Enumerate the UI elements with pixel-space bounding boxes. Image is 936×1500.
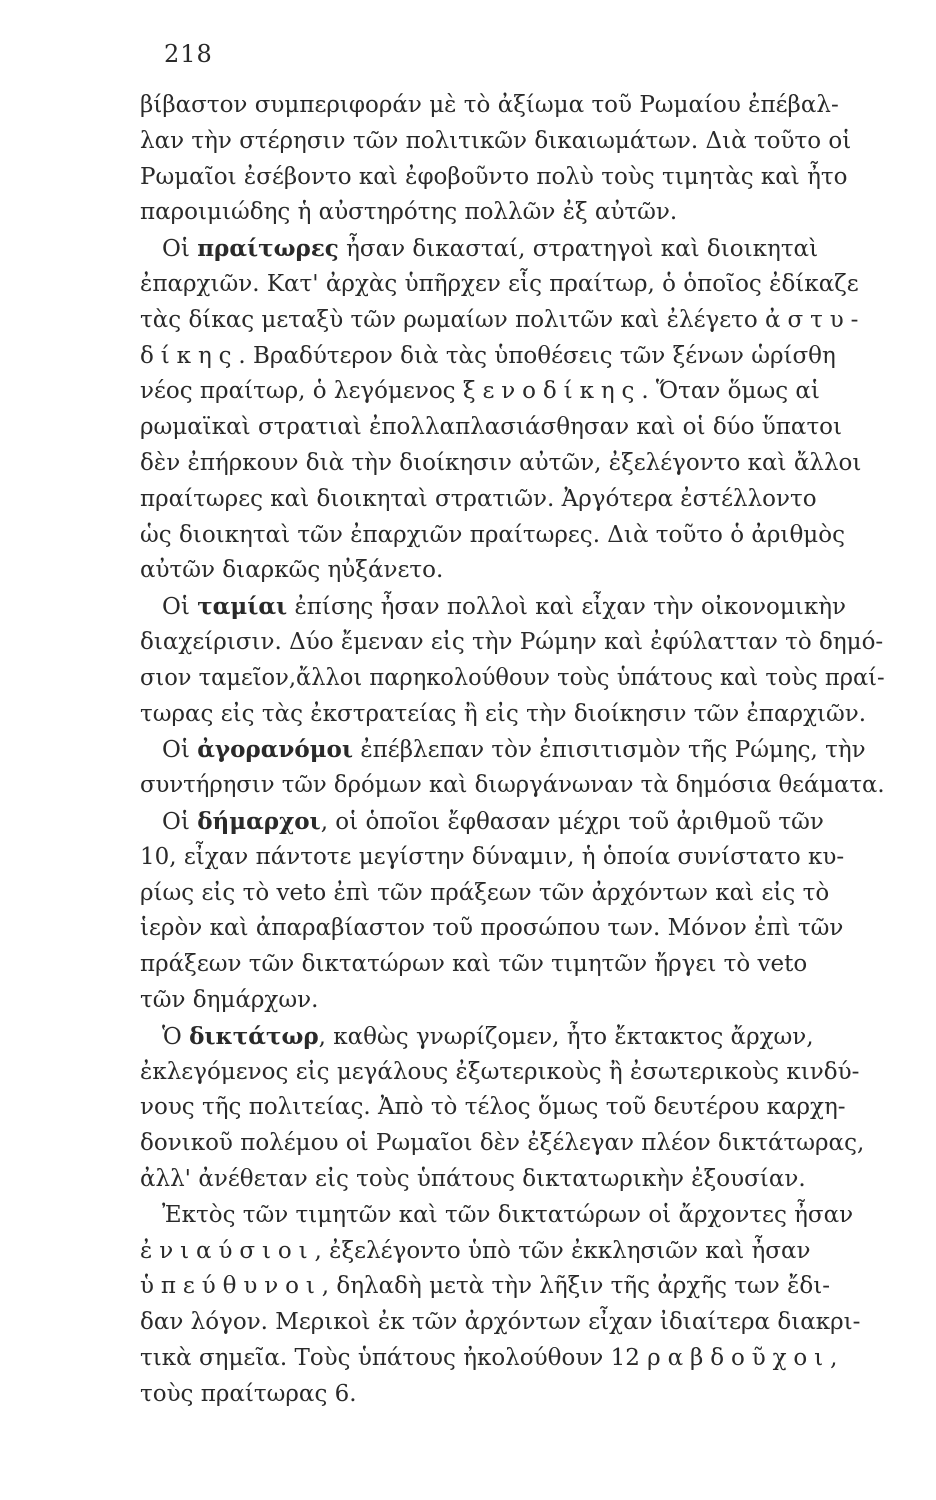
- page-number: 218: [164, 40, 213, 68]
- text-line: [140, 88, 885, 124]
- text-line: [140, 339, 885, 375]
- text-spaced: ὑπεύθυνοι: [140, 1273, 322, 1300]
- text-run: τὰς δίκας μεταξὺ τῶν ρωμαίων πολιτῶν καὶ ἐλέγετο: [140, 306, 766, 333]
- text-run: 10, εἶχαν πάντοτε μεγίστην δύναμιν, ἡ ὁποία συνίστατο κυ-: [140, 843, 845, 870]
- text-bold: ἀγορανόμοι: [197, 736, 354, 764]
- text-run: δονικοῦ πολέμου οἱ Ρωμαῖοι δὲν ἐξέλεγαν πλέον δικτάτωρας,: [140, 1130, 865, 1157]
- text-run: ἀλλ' ἀνέθεταν εἰς τοὺς ὑπάτους δικτατωρικὴν ἐξουσίαν.: [140, 1165, 806, 1192]
- text-run: Οἱ: [162, 594, 198, 621]
- text-line: [140, 231, 885, 267]
- text-run: Οἱ: [162, 737, 198, 764]
- text-line: [140, 1377, 885, 1413]
- text-line: [140, 1055, 885, 1091]
- text-line: [140, 1234, 885, 1270]
- text-run: ρωμαϊκαὶ στρατιαὶ ἐπολλαπλασιάσθησαν καὶ οἱ δύο ὕπατοι: [140, 414, 843, 441]
- text-run: , δηλαδὴ μετὰ τὴν λῆξιν τῆς ἀρχῆς των ἔδι-: [321, 1273, 831, 1300]
- text-line: [140, 911, 885, 947]
- text-bold: δήμαρχοι: [197, 807, 321, 835]
- text-run: . Ὅταν ὅμως αἱ: [641, 378, 820, 405]
- text-run: τοὺς πραίτωρας 6.: [140, 1380, 357, 1407]
- text-run: ἱερὸν καὶ ἀπαραβίαστον τοῦ προσώπου των. Μόνον ἐπὶ τῶν: [140, 915, 844, 942]
- text-run: Ὁ: [162, 1023, 190, 1050]
- text-run: παροιμιώδης ἡ αὐστηρότης πολλῶν ἐξ αὐτῶν.: [140, 199, 678, 226]
- text-line: [140, 303, 885, 339]
- text-latin: veto: [757, 951, 808, 978]
- text-bold: ταμίαι: [197, 593, 288, 621]
- text-line: [140, 518, 885, 554]
- text-line: [140, 410, 885, 446]
- text-run: ἐπέβλεπαν τὸν ἐπισιτισμὸν τῆς Ρώμης, τὴν: [353, 737, 866, 764]
- text-run: δαν λόγον. Μερικοὶ ἐκ τῶν ἀρχόντων εἶχαν ἰδιαίτερα διακρι-: [140, 1309, 861, 1336]
- text-line: [140, 804, 885, 840]
- text-run: συντήρησιν τῶν δρόμων καὶ διωργάνωναν τὰ δημόσια θεάματα.: [140, 772, 885, 799]
- text-run: ἐπὶ τῶν πράξεων τῶν ἀρχόντων καὶ εἰς τὸ: [326, 879, 830, 906]
- text-line: [140, 983, 885, 1019]
- text-line: [140, 732, 885, 768]
- text-run: πραίτωρες καὶ διοικηταὶ στρατιῶν. Ἀργότερα ἐστέλλοντο: [140, 485, 817, 512]
- text-run: τῶν δημάρχων.: [140, 986, 319, 1013]
- text-spaced: ραβδοῦχοι: [647, 1344, 831, 1371]
- text-line: [140, 482, 885, 518]
- body-text: [140, 88, 885, 1412]
- text-run: , οἱ ὁποῖοι ἔφθασαν μέχρι τοῦ ἀριθμοῦ τῶν: [320, 808, 824, 835]
- text-spaced: ἀστυ-: [765, 306, 866, 333]
- text-run: ἐκλεγόμενος εἰς μεγάλους ἐξωτερικοὺς ἢ ἐσωτερικοὺς κινδύ-: [140, 1058, 860, 1085]
- text-line: [140, 1126, 885, 1162]
- text-line: [140, 661, 885, 697]
- text-run: πράξεων τῶν δικτατώρων καὶ τῶν τιμητῶν ἤργει τὸ: [140, 951, 758, 978]
- text-line: [140, 947, 885, 983]
- text-line: [140, 1090, 885, 1126]
- text-line: [140, 876, 885, 912]
- text-line: [140, 1198, 885, 1234]
- text-run: , καθὼς γνωρίζομεν, ἦτο ἔκτακτος ἄρχων,: [318, 1023, 814, 1050]
- text-line: [140, 1341, 885, 1377]
- text-line: [140, 267, 885, 303]
- text-line: [140, 124, 885, 160]
- text-line: [140, 374, 885, 410]
- text-spaced: ἐνιαύσιοι: [140, 1237, 315, 1264]
- text-run: ἐπαρχιῶν. Κατ' ἀρχὰς ὑπῆρχεν εἷς πραίτωρ, ὁ ὁποῖος ἐδίκαζε: [140, 270, 859, 297]
- text-run: αὐτῶν διαρκῶς ηὐξάνετο.: [140, 557, 444, 584]
- text-line: [140, 625, 885, 661]
- text-run: λαν τὴν στέρησιν τῶν πολιτικῶν δικαιωμάτων. Διὰ τοῦτο οἱ: [140, 127, 852, 154]
- text-run: Οἱ: [162, 808, 198, 835]
- text-line: [140, 195, 885, 231]
- text-run: , ἐξελέγοντο ὑπὸ τῶν ἐκκλησιῶν καὶ ἦσαν: [314, 1237, 811, 1264]
- text-run: δὲν ἐπήρκουν διὰ τὴν διοίκησιν αὐτῶν, ἐξελέγοντο καὶ ἄλλοι: [140, 449, 862, 476]
- text-run: τωρας εἰς τὰς ἐκστρατείας ἢ εἰς τὴν διοίκησιν τῶν ἐπαρχιῶν.: [140, 700, 867, 727]
- text-line: [140, 697, 885, 733]
- text-run: νους τῆς πολιτείας. Ἀπὸ τὸ τέλος ὅμως τοῦ δευτέρου καρχη-: [140, 1094, 846, 1121]
- text-spaced: δίκης: [140, 342, 239, 369]
- text-run: ρίως εἰς τὸ: [140, 879, 277, 906]
- text-line: [140, 553, 885, 589]
- text-run: ὡς διοικηταὶ τῶν ἐπαρχιῶν πραίτωρες. Διὰ τοῦτο ὁ ἀριθμὸς: [140, 521, 845, 548]
- text-line: [140, 160, 885, 196]
- text-run: . Βραδύτερον διὰ τὰς ὑποθέσεις τῶν ξένων ὡρίσθη: [238, 342, 836, 369]
- text-run: ἦσαν δικασταί, στρατηγοὶ καὶ διοικηταὶ: [338, 236, 819, 263]
- text-line: [140, 1305, 885, 1341]
- text-run: νέος πραίτωρ, ὁ λεγόμενος: [140, 378, 463, 405]
- text-line: [140, 446, 885, 482]
- text-line: [140, 1162, 885, 1198]
- text-latin: veto: [276, 879, 327, 906]
- text-line: [140, 840, 885, 876]
- text-spaced: ξενοδίκης: [462, 378, 642, 405]
- text-run: ἐπίσης ἦσαν πολλοὶ καὶ εἶχαν τὴν οἰκονομικὴν: [287, 594, 846, 621]
- text-run: διαχείρισιν. Δύο ἔμεναν εἰς τὴν Ρώμην καὶ ἐφύλατταν τὸ δημό-: [140, 628, 884, 655]
- text-run: βίβαστον συμπεριφοράν μὲ τὸ ἀξίωμα τοῦ Ρωμαίου ἐπέβαλ-: [140, 92, 839, 118]
- text-run: Οἱ: [162, 236, 198, 263]
- text-run: τικὰ σημεῖα. Τοὺς ὑπάτους ἠκολούθουν 12: [140, 1344, 648, 1371]
- text-line: [140, 1269, 885, 1305]
- text-line: [140, 1019, 885, 1055]
- text-run: ,: [830, 1344, 838, 1371]
- text-run: σιον ταμεῖον,ἄλλοι παρηκολούθουν τοὺς ὑπάτους καὶ τοὺς πραί-: [140, 664, 885, 691]
- text-bold: δικτάτωρ: [189, 1022, 319, 1050]
- text-line: [140, 768, 885, 804]
- text-run: Ἐκτὸς τῶν τιμητῶν καὶ τῶν δικτατώρων οἱ ἄρχοντες ἦσαν: [162, 1201, 854, 1228]
- text-run: Ρωμαῖοι ἐσέβοντο καὶ ἐφοβοῦντο πολὺ τοὺς τιμητὰς καὶ ἦτο: [140, 163, 848, 190]
- text-bold: πραίτωρες: [197, 235, 339, 263]
- text-line: [140, 589, 885, 625]
